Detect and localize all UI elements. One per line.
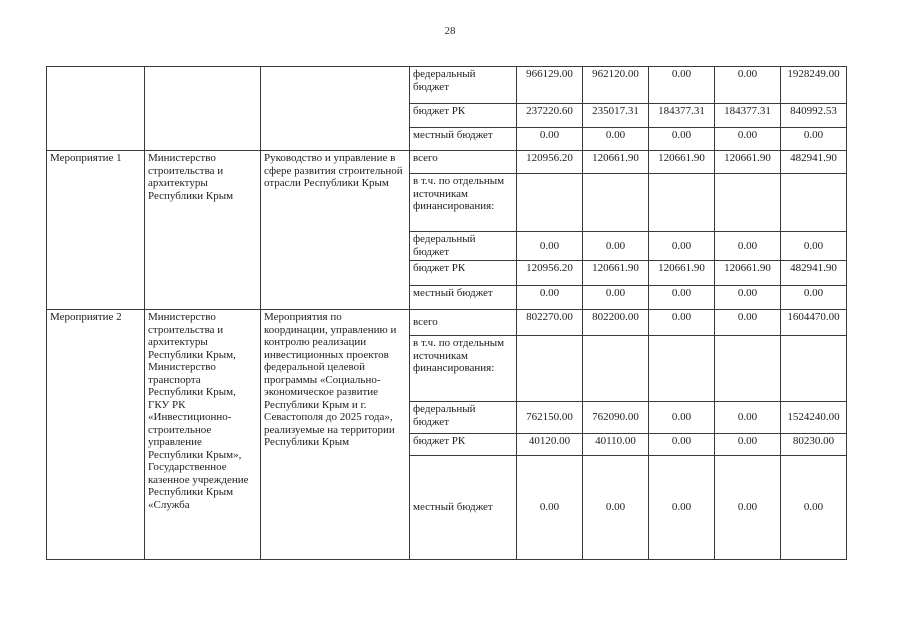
value-cell: 0.00 (649, 232, 715, 261)
measure-cell: Мероприятие 1 (47, 151, 145, 310)
value-cell: 120661.90 (715, 261, 781, 286)
value-cell: 0.00 (583, 128, 649, 151)
source-cell: всего (410, 310, 517, 336)
value-cell: 0.00 (649, 310, 715, 336)
value-cell (649, 174, 715, 232)
value-cell: 235017.31 (583, 104, 649, 128)
value-cell: 1524240.00 (781, 402, 847, 434)
value-cell (781, 174, 847, 232)
value-cell: 120661.90 (715, 151, 781, 174)
value-cell: 120661.90 (649, 151, 715, 174)
budget-table (46, 66, 847, 560)
value-cell: 120956.20 (517, 151, 583, 174)
value-cell: 1928249.00 (781, 67, 847, 104)
value-cell: 184377.31 (715, 104, 781, 128)
value-cell: 0.00 (715, 310, 781, 336)
value-cell: 120661.90 (583, 261, 649, 286)
executor-cell (145, 67, 261, 151)
value-cell (781, 336, 847, 402)
value-cell: 0.00 (517, 232, 583, 261)
source-cell: бюджет РК (410, 261, 517, 286)
value-cell: 0.00 (517, 286, 583, 310)
value-cell: 0.00 (649, 128, 715, 151)
value-cell (583, 174, 649, 232)
source-cell: бюджет РК (410, 434, 517, 456)
value-cell: 0.00 (715, 402, 781, 434)
value-cell: 0.00 (649, 67, 715, 104)
value-cell: 0.00 (715, 456, 781, 560)
value-cell: 0.00 (649, 402, 715, 434)
value-cell: 0.00 (715, 67, 781, 104)
value-cell: 482941.90 (781, 261, 847, 286)
value-cell: 0.00 (517, 128, 583, 151)
value-cell: 0.00 (583, 456, 649, 560)
table-row (47, 310, 847, 336)
value-cell: 40120.00 (517, 434, 583, 456)
value-cell: 802200.00 (583, 310, 649, 336)
value-cell: 762150.00 (517, 402, 583, 434)
value-cell: 0.00 (649, 286, 715, 310)
value-cell: 962120.00 (583, 67, 649, 104)
source-cell: бюджет РК (410, 104, 517, 128)
value-cell: 184377.31 (649, 104, 715, 128)
value-cell: 80230.00 (781, 434, 847, 456)
table-row (47, 151, 847, 174)
value-cell: 0.00 (715, 434, 781, 456)
description-cell: Мероприятия по координации, управлению и контролю реализации инвестиционных проектов федеральной целевой программы «Социально-экономическое развитие Республики Крым и г. Севастополя до 2025 года», реализуемые на территории Республики Крым (261, 310, 410, 560)
value-cell (583, 336, 649, 402)
executor-cell: Министерство строительства и архитектуры Республики Крым (145, 151, 261, 310)
value-cell: 840992.53 (781, 104, 847, 128)
value-cell: 802270.00 (517, 310, 583, 336)
value-cell: 120956.20 (517, 261, 583, 286)
value-cell: 120661.90 (583, 151, 649, 174)
value-cell (715, 174, 781, 232)
value-cell: 237220.60 (517, 104, 583, 128)
source-cell: местный бюджет (410, 456, 517, 560)
measure-cell (47, 67, 145, 151)
source-cell: федеральный бюджет (410, 67, 517, 104)
value-cell: 0.00 (715, 232, 781, 261)
value-cell: 482941.90 (781, 151, 847, 174)
description-cell: Руководство и управление в сфере развития строительной отрасли Республики Крым (261, 151, 410, 310)
value-cell: 0.00 (781, 286, 847, 310)
source-cell: федеральный бюджет (410, 232, 517, 261)
source-cell: в т.ч. по отдельным источникам финансирования: (410, 336, 517, 402)
value-cell: 0.00 (583, 232, 649, 261)
source-cell: федеральный бюджет (410, 402, 517, 434)
source-cell: в т.ч. по отдельным источникам финансирования: (410, 174, 517, 232)
value-cell: 0.00 (715, 128, 781, 151)
value-cell: 0.00 (583, 286, 649, 310)
value-cell: 40110.00 (583, 434, 649, 456)
measure-cell: Мероприятие 2 (47, 310, 145, 560)
table-row (47, 67, 847, 104)
value-cell: 0.00 (649, 456, 715, 560)
value-cell: 0.00 (781, 456, 847, 560)
source-cell: всего (410, 151, 517, 174)
source-cell: местный бюджет (410, 286, 517, 310)
value-cell: 0.00 (715, 286, 781, 310)
description-cell (261, 67, 410, 151)
value-cell (517, 174, 583, 232)
value-cell: 0.00 (517, 456, 583, 560)
value-cell: 0.00 (781, 128, 847, 151)
value-cell: 0.00 (781, 232, 847, 261)
value-cell (517, 336, 583, 402)
value-cell: 762090.00 (583, 402, 649, 434)
page-number: 28 (444, 25, 456, 37)
value-cell: 120661.90 (649, 261, 715, 286)
value-cell (715, 336, 781, 402)
value-cell: 0.00 (649, 434, 715, 456)
value-cell: 1604470.00 (781, 310, 847, 336)
source-cell: местный бюджет (410, 128, 517, 151)
value-cell (649, 336, 715, 402)
executor-cell: Министерство строительства и архитектуры Республики Крым, Министерство транспорта Республики Крым, ГКУ РК «Инвестиционно-строительное управление Республики Крым», Государственное казенное учреждение Республики Крым «Служба (145, 310, 261, 560)
value-cell: 966129.00 (517, 67, 583, 104)
